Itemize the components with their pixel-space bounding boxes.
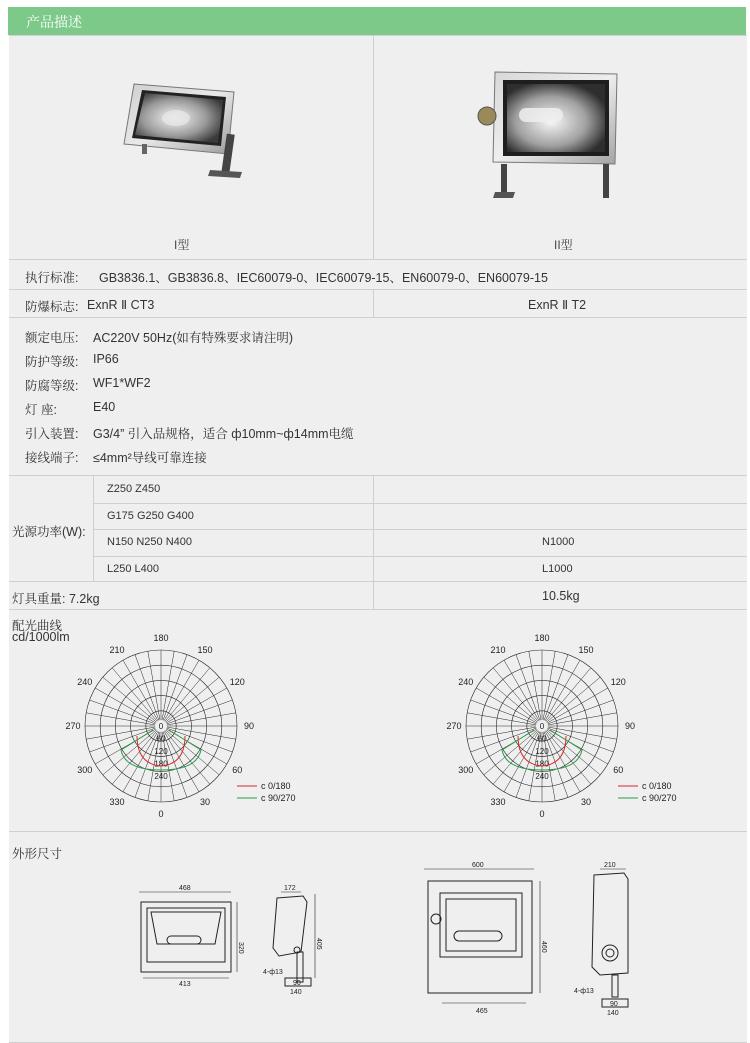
dim1-h: 320 bbox=[237, 942, 244, 954]
polar-grid-spoke bbox=[103, 677, 157, 722]
specs-row bbox=[9, 317, 747, 475]
legend-label: c 0/180 bbox=[261, 781, 291, 791]
legend-label: c 90/270 bbox=[261, 793, 296, 803]
dim2-b1: 90 bbox=[610, 1001, 618, 1008]
polar-grid-spoke bbox=[529, 651, 541, 720]
polar-grid-spoke bbox=[167, 727, 236, 739]
spec-value: AC220V 50Hz(如有特殊要求请注明) bbox=[93, 331, 294, 345]
spec-value: E40 bbox=[93, 400, 116, 414]
polar-radial-label: 0 bbox=[158, 722, 164, 731]
polar-angle-label: 270 bbox=[65, 721, 81, 731]
spec-label: 防腐等级: bbox=[25, 379, 79, 393]
polar-grid-spoke bbox=[103, 730, 157, 775]
dim1-w: 468 bbox=[179, 885, 191, 892]
polar-grid-spoke bbox=[467, 727, 536, 739]
polar-angle-label: 30 bbox=[580, 797, 592, 808]
polar-radial-label: 240 bbox=[535, 772, 549, 781]
power-row bbox=[9, 475, 747, 581]
ex-mark-label: 防爆标志: bbox=[25, 300, 79, 314]
polar-angle-label: 240 bbox=[77, 677, 93, 687]
lamp-type2-image bbox=[479, 64, 629, 204]
polar-angle-label: 150 bbox=[578, 644, 594, 655]
standards-value: GB3836.1、GB3836.8、IEC60079-0、IEC60079-15、EN60079-0、EN60079-15 bbox=[99, 271, 548, 285]
spec-value: WF1*WF2 bbox=[93, 376, 151, 390]
curve-row bbox=[9, 609, 747, 831]
polar-grid-spoke bbox=[548, 727, 617, 739]
polar-angle-label: 330 bbox=[490, 797, 506, 808]
spec-label: 灯 座: bbox=[25, 403, 57, 417]
weight-value-type2: 10.5kg bbox=[542, 589, 580, 603]
dimension-drawing-type1 bbox=[129, 882, 339, 1012]
spec-label: 接线端子: bbox=[25, 451, 79, 465]
polar-grid-spoke bbox=[484, 730, 538, 775]
polar-angle-label: 60 bbox=[232, 765, 243, 775]
polar-radial-label: 60 bbox=[537, 734, 547, 744]
legend-label: c 0/180 bbox=[642, 781, 672, 791]
curve-title: 配光曲线 bbox=[12, 619, 63, 633]
ex-mark-value-type2: ExnR Ⅱ T2 bbox=[528, 298, 587, 312]
polar-grid-spoke bbox=[112, 731, 157, 785]
polar-angle-label: 300 bbox=[458, 765, 474, 775]
power-type2-value: N1000 bbox=[542, 536, 575, 548]
weight-row bbox=[9, 581, 747, 609]
dim1-hole: 4-ф13 bbox=[263, 969, 283, 976]
dim2-w: 600 bbox=[472, 862, 484, 869]
power-type2-value: L1000 bbox=[542, 562, 573, 575]
spec-label: 额定电压: bbox=[25, 331, 79, 345]
ex-mark-row bbox=[9, 289, 747, 317]
polar-chart-type1 bbox=[65, 633, 317, 819]
polar-grid-spoke bbox=[547, 730, 601, 775]
dimensions-title: 外形尺寸 bbox=[12, 847, 63, 861]
polar-angle-label: 330 bbox=[109, 797, 125, 808]
power-type1-value: Z250 Z450 bbox=[107, 483, 161, 495]
dim1-h2: 405 bbox=[315, 938, 322, 950]
standards-row bbox=[9, 259, 747, 289]
polar-grid-spoke bbox=[86, 727, 155, 739]
photo-row bbox=[9, 35, 747, 259]
polar-grid-spoke bbox=[493, 731, 538, 785]
polar-angle-label: 0 bbox=[539, 809, 545, 819]
dimension-drawing-type2 bbox=[414, 857, 674, 1027]
dim1-b1: 90 bbox=[293, 980, 301, 987]
polar-grid-spoke bbox=[165, 731, 210, 785]
polar-grid-spoke bbox=[148, 651, 160, 720]
polar-angle-label: 300 bbox=[77, 765, 93, 775]
dim1-bottom: 413 bbox=[179, 981, 191, 988]
dim1-side: 172 bbox=[284, 885, 296, 892]
polar-angle-label: 210 bbox=[490, 644, 506, 655]
polar-grid-spoke bbox=[546, 668, 591, 722]
power-type1-value: L250 L400 bbox=[107, 562, 159, 575]
standards-label: 执行标准: bbox=[25, 271, 79, 285]
polar-grid-spoke bbox=[493, 668, 538, 722]
polar-radial-label: 180 bbox=[535, 759, 549, 769]
type2-caption: II型 bbox=[554, 238, 573, 252]
dim1-b2: 140 bbox=[290, 989, 302, 996]
legend-label: c 90/270 bbox=[642, 793, 677, 803]
polar-angle-label: 0 bbox=[158, 809, 164, 819]
power-type1-value: G175 G250 G400 bbox=[107, 509, 194, 522]
polar-angle-label: 90 bbox=[624, 721, 636, 731]
spec-value: ≤4mm²导线可靠连接 bbox=[93, 451, 207, 465]
polar-grid-spoke bbox=[467, 713, 536, 725]
polar-angle-label: 120 bbox=[229, 677, 245, 687]
polar-grid-spoke bbox=[112, 668, 157, 722]
polar-radial-label: 0 bbox=[539, 722, 545, 731]
polar-grid-spoke bbox=[484, 677, 538, 722]
power-label: 光源功率(W): bbox=[12, 525, 86, 539]
dimensions-row bbox=[9, 831, 747, 1042]
dim2-bottom: 465 bbox=[476, 1008, 488, 1015]
polar-radial-label: 60 bbox=[156, 734, 166, 744]
polar-grid-spoke bbox=[166, 677, 220, 722]
dim2-hole: 4-ф13 bbox=[574, 988, 594, 995]
polar-angle-label: 240 bbox=[458, 677, 474, 687]
polar-grid-spoke bbox=[165, 668, 210, 722]
section-header-bar bbox=[8, 7, 746, 35]
polar-radial-label: 120 bbox=[154, 747, 168, 756]
polar-angle-label: 120 bbox=[610, 677, 626, 687]
polar-angle-label: 90 bbox=[243, 721, 255, 731]
dim2-side: 210 bbox=[604, 862, 616, 869]
polar-angle-label: 210 bbox=[109, 644, 125, 655]
polar-grid-spoke bbox=[548, 713, 617, 725]
polar-grid-spoke bbox=[543, 651, 555, 720]
polar-angle-label: 30 bbox=[199, 797, 211, 808]
section-title: 产品描述 bbox=[26, 14, 82, 30]
polar-radial-label: 240 bbox=[154, 772, 168, 781]
polar-radial-label: 180 bbox=[154, 759, 168, 769]
polar-chart-type2 bbox=[446, 633, 698, 819]
spec-label: 引入装置: bbox=[25, 427, 79, 441]
polar-angle-label: 60 bbox=[613, 765, 624, 775]
polar-grid-spoke bbox=[546, 731, 591, 785]
polar-angle-label: 180 bbox=[534, 633, 550, 643]
polar-radial-label: 120 bbox=[535, 747, 549, 756]
dim2-b2: 140 bbox=[607, 1010, 619, 1017]
spec-value: G3/4” 引入品规格，适合 ф10mm~ф14mm电缆 bbox=[93, 427, 354, 441]
spec-value: IP66 bbox=[93, 352, 119, 366]
polar-grid-spoke bbox=[547, 677, 601, 722]
spec-label: 防护等级: bbox=[25, 355, 79, 369]
weight-label-type1: 灯具重量: 7.2kg bbox=[12, 592, 100, 606]
dim2-h: 460 bbox=[540, 941, 547, 953]
polar-grid-spoke bbox=[162, 651, 174, 720]
type1-caption: I型 bbox=[174, 238, 190, 252]
polar-angle-label: 270 bbox=[446, 721, 462, 731]
lamp-type1-image bbox=[114, 74, 254, 192]
section-header bbox=[0, 0, 750, 38]
ex-mark-value-type1: ExnR Ⅱ CT3 bbox=[87, 298, 155, 312]
power-type1-value: N150 N250 N400 bbox=[107, 536, 193, 548]
polar-grid-spoke bbox=[167, 713, 236, 725]
polar-angle-label: 180 bbox=[153, 633, 169, 643]
polar-grid-spoke bbox=[166, 730, 220, 775]
curve-unit: cd/1000lm bbox=[12, 630, 70, 644]
polar-grid-spoke bbox=[86, 713, 155, 725]
polar-angle-label: 150 bbox=[197, 644, 213, 655]
